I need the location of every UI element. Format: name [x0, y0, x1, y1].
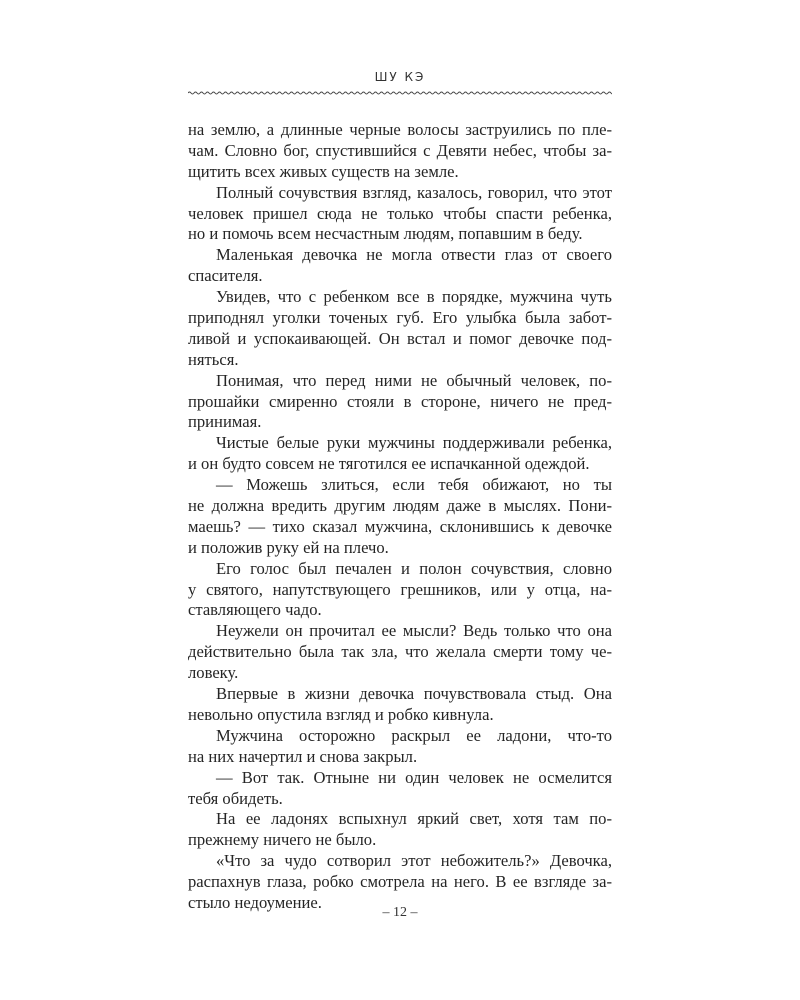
text-line: Чистые белые руки мужчины поддерживали ребенка,: [216, 433, 612, 453]
text-line: — Вот так. Отныне ни один человек не осмелится: [216, 767, 612, 787]
text-line: прежнему ничего не было.: [188, 830, 377, 850]
text-line: у святого, напутствующего грешников, или у отца, на-: [188, 579, 612, 599]
text-line: действительно была так зла, что желала смерти тому че-: [188, 642, 612, 662]
text-line: и положив руку ей на плечо.: [188, 537, 389, 557]
running-title: ШУ КЭ: [374, 70, 426, 84]
text-line: Увидев, что с ребенком все в порядке, мужчина чуть: [216, 287, 612, 307]
text-line: чам. Словно бог, спустившийся с Девяти небес, чтобы за-: [188, 140, 612, 160]
text-line: прошайки смиренно стояли в стороне, ничего не пред-: [188, 391, 612, 411]
text-line: Мужчина осторожно раскрыл ее ладони, что-то: [216, 725, 612, 745]
paragraph: [188, 371, 612, 434]
text-line: на них начертил и снова закрыл.: [188, 746, 418, 766]
text-line: приподнял уголки точеных губ. Его улыбка была забот-: [188, 308, 612, 328]
text-line: маешь? — тихо сказал мужчина, склонившись к девочке: [188, 516, 612, 536]
paragraph: [188, 287, 612, 371]
paragraph: [188, 245, 612, 287]
text-line: но и помочь всем несчастным людям, попавшим в беду.: [188, 224, 583, 244]
text-line: Понимая, что перед ними не обычный человек, по-: [216, 370, 612, 390]
paragraph: [188, 684, 612, 726]
paragraph: [188, 768, 612, 810]
text-line: невольно опустила взгляд и робко кивнула.: [188, 704, 494, 724]
text-line: «Что за чудо сотворил этот небожитель?» Девочка,: [216, 851, 612, 871]
text-line: принимая.: [188, 412, 262, 432]
text-line: человек пришел сюда не только чтобы спасти ребенка,: [188, 203, 612, 223]
page-number: – 12 –: [382, 905, 418, 920]
paragraph: [188, 433, 612, 475]
decorative-wave-rule: [188, 88, 612, 98]
paragraph: [188, 120, 612, 183]
text-line: Впервые в жизни девочка почувствовала стыд. Она: [216, 684, 612, 704]
paragraph: [188, 809, 612, 851]
paragraph: [188, 726, 612, 768]
text-line: ловеку.: [188, 663, 239, 683]
text-line: на землю, а длинные черные волосы заструились по пле-: [188, 120, 612, 139]
text-line: спасителя.: [188, 266, 263, 286]
paragraph: [188, 475, 612, 559]
text-line: тебя обидеть.: [188, 788, 283, 808]
text-line: Маленькая девочка не могла отвести глаз от своего: [216, 245, 612, 265]
text-line: и он будто совсем не тяготился ее испачканной одеждой.: [188, 454, 590, 474]
text-line: На ее ладонях вспыхнул яркий свет, хотя там по-: [216, 809, 612, 829]
text-line: — Можешь злиться, если тебя обижают, но ты: [216, 475, 612, 495]
paragraph: [188, 621, 612, 684]
text-line: распахнув глаза, робко смотрела на него. В ее взгляде за-: [188, 872, 612, 892]
body-text: [188, 120, 612, 914]
text-line: щитить всех живых существ на земле.: [188, 161, 459, 181]
text-line: няться.: [188, 349, 239, 369]
text-line: Полный сочувствия взгляд, казалось, говорил, что этот: [216, 182, 612, 202]
text-line: ливой и успокаивающей. Он встал и помог девочке под-: [188, 328, 612, 348]
text-line: Его голос был печален и полон сочувствия, словно: [216, 558, 612, 578]
paragraph: [188, 559, 612, 622]
text-line: не должна вредить другим людям даже в мыслях. Пони-: [188, 496, 612, 516]
text-line: стыло недоумение.: [188, 892, 322, 912]
text-line: ставляющего чадо.: [188, 600, 322, 620]
paragraph: [188, 183, 612, 246]
text-line: Неужели он прочитал ее мысли? Ведь только что она: [216, 621, 612, 641]
